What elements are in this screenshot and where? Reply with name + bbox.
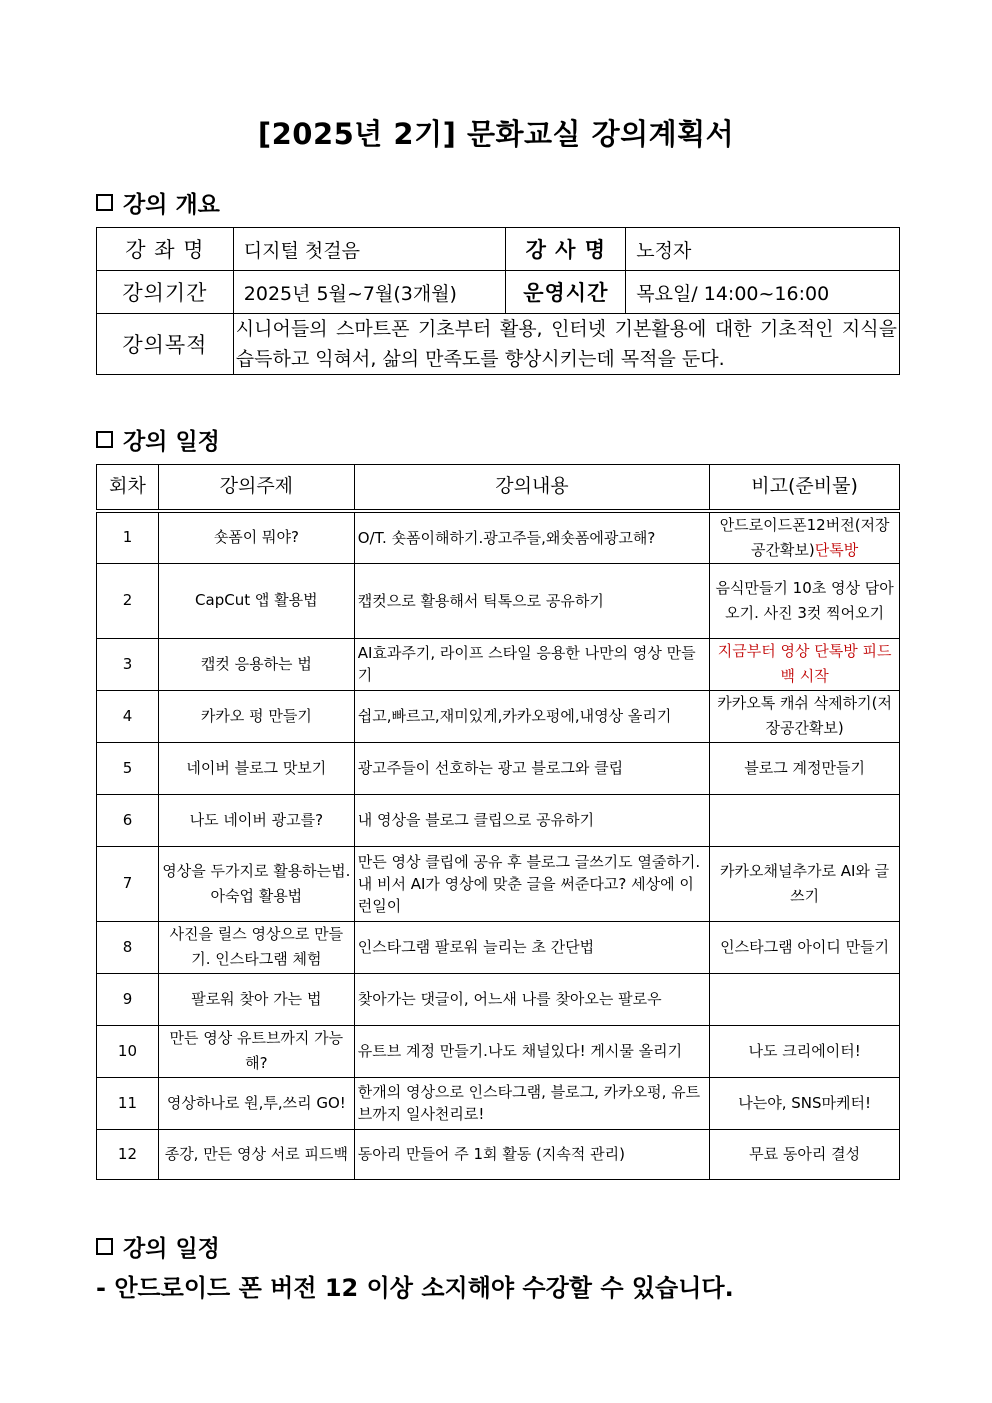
session-topic: 종강, 만든 영상 서로 피드백 <box>158 1129 354 1179</box>
note-text: 나도 크리에이터! <box>748 1041 861 1060</box>
note-text: 블로그 계정만들기 <box>744 758 865 777</box>
session-topic: 만든 영상 유트브까지 가능해? <box>158 1025 354 1077</box>
session-topic: 사진을 릴스 영상으로 만들기. 인스타그램 체험 <box>158 921 354 973</box>
session-content: 만든 영상 클립에 공유 후 블로그 글쓰기도 열줄하기. 내 비서 AI가 영상에 맞춘 글을 써준다고? 세상에 이런일이 <box>354 846 710 921</box>
session-note <box>710 690 900 742</box>
note-text: 음식만들기 10초 영상 담아오기. 사진 3컷 찍어오기 <box>715 578 894 622</box>
session-topic: CapCut 앱 활용법 <box>158 563 354 638</box>
header-cell: 강의주제 <box>158 465 354 511</box>
session-note <box>710 1025 900 1077</box>
header-cell: 비고(준비물) <box>710 465 900 511</box>
checkbox-square-icon <box>96 1238 113 1255</box>
session-content: 한개의 영상으로 인스타그램, 블로그, 카카오펑, 유트브까지 일사천리로! <box>354 1077 710 1129</box>
note-text: 인스타그램 아이디 만들기 <box>720 937 890 956</box>
session-topic: 팔로워 찾아 가는 법 <box>158 973 354 1025</box>
schedule-table <box>96 464 900 1180</box>
session-number: 4 <box>97 690 159 742</box>
session-topic: 카카오 펑 만들기 <box>158 690 354 742</box>
table-row <box>97 1077 900 1129</box>
header-cell: 회차 <box>97 465 159 511</box>
overview-table <box>96 227 900 375</box>
period-label: 강의기간 <box>97 271 234 314</box>
session-note <box>710 973 900 1025</box>
session-topic: 영상하나로 원,투,쓰리 GO! <box>158 1077 354 1129</box>
note-text: 나는야, SNS마케터! <box>738 1093 871 1112</box>
notice-text: - 안드로이드 폰 버전 12 이상 소지해야 수강할 수 있습니다. <box>96 1274 734 1302</box>
note-text: 카카오톡 캐쉬 삭제하기(저장공간확보) <box>717 694 892 737</box>
session-number: 6 <box>97 794 159 846</box>
instructor-label: 강 사 명 <box>506 228 626 271</box>
session-topic: 숏폼이 뭐야? <box>158 511 354 564</box>
table-row <box>97 846 900 921</box>
schedule-header-row <box>97 465 900 511</box>
session-note <box>710 846 900 921</box>
header-cell: 강의내용 <box>354 465 710 511</box>
course-name-value: 디지털 첫걸음 <box>233 228 506 271</box>
checkbox-square-icon <box>96 431 113 448</box>
session-content: 내 영상을 블로그 클립으로 공유하기 <box>354 794 710 846</box>
note-text: 카카오채널추가로 AI와 글쓰기 <box>720 861 890 905</box>
session-content: O/T. 숏폼이해하기.광고주들,왜숏폼에광고해? <box>354 511 710 564</box>
hours-value: 목요일/ 14:00~16:00 <box>626 271 900 314</box>
section-heading-schedule <box>96 423 220 456</box>
table-row <box>97 563 900 638</box>
table-row <box>97 973 900 1025</box>
note-highlight: 단톡방 <box>814 540 859 559</box>
page-title: [2025년 2기] 문화교실 강의계획서 <box>257 117 735 151</box>
session-number: 7 <box>97 846 159 921</box>
checkbox-square-icon <box>96 194 113 211</box>
session-number: 5 <box>97 742 159 794</box>
session-topic: 나도 네이버 광고를? <box>158 794 354 846</box>
session-number: 9 <box>97 973 159 1025</box>
session-content: 찾아가는 댓글이, 어느새 나를 찾아오는 팔로우 <box>354 973 710 1025</box>
instructor-value: 노정자 <box>626 228 900 271</box>
table-row <box>97 511 900 564</box>
session-content: 광고주들이 선호하는 광고 블로그와 클립 <box>354 742 710 794</box>
session-note <box>710 563 900 638</box>
session-note <box>710 742 900 794</box>
session-topic: 캡컷 응용하는 법 <box>158 638 354 690</box>
session-number: 3 <box>97 638 159 690</box>
session-content: 유트브 계정 만들기.나도 채널있다! 게시물 올리기 <box>354 1025 710 1077</box>
note-text: 안드로이드폰12버전(저장공간확보) <box>719 515 890 559</box>
session-number: 12 <box>97 1129 159 1179</box>
section-heading-overview <box>96 186 220 219</box>
section-heading-notice <box>96 1230 220 1263</box>
session-content: 인스타그램 팔로워 늘리는 초 간단법 <box>354 921 710 973</box>
session-note <box>710 921 900 973</box>
session-note <box>710 1077 900 1129</box>
session-content: 쉽고,빠르고,재미있게,카카오펑에,내영상 올리기 <box>354 690 710 742</box>
session-number: 8 <box>97 921 159 973</box>
table-row <box>97 1025 900 1077</box>
table-row <box>97 742 900 794</box>
purpose-label: 강의목적 <box>97 314 234 375</box>
table-row <box>97 690 900 742</box>
session-number: 1 <box>97 511 159 564</box>
table-row <box>97 1129 900 1179</box>
session-content: AI효과주기, 라이프 스타일 응용한 나만의 영상 만들기 <box>354 638 710 690</box>
session-number: 10 <box>97 1025 159 1077</box>
session-topic: 네이버 블로그 맛보기 <box>158 742 354 794</box>
section-label: 강의 일정 <box>123 429 220 455</box>
session-topic: 영상을 두가지로 활용하는법. 아숙업 활용법 <box>158 846 354 921</box>
note-text: 무료 동아리 결성 <box>749 1144 861 1163</box>
session-content: 캡컷으로 활용해서 틱톡으로 공유하기 <box>354 563 710 638</box>
table-row <box>97 921 900 973</box>
session-number: 2 <box>97 563 159 638</box>
session-number: 11 <box>97 1077 159 1129</box>
note-highlight: 지금부터 영상 단톡방 피드백 시작 <box>717 642 892 685</box>
table-row <box>97 638 900 690</box>
section-label: 강의 일정 <box>123 1236 220 1262</box>
section-label: 강의 개요 <box>123 192 220 218</box>
session-note <box>710 794 900 846</box>
session-note <box>710 638 900 690</box>
period-value: 2025년 5월~7월(3개월) <box>233 271 506 314</box>
session-content: 동아리 만들어 주 1회 활동 (지속적 관리) <box>354 1129 710 1179</box>
table-row <box>97 794 900 846</box>
session-note <box>710 1129 900 1179</box>
hours-label: 운영시간 <box>506 271 626 314</box>
purpose-value: 시니어들의 스마트폰 기초부터 활용, 인터넷 기본활용에 대한 기초적인 지식을 습득하고 익혀서, 삶의 만족도를 향상시키는데 목적을 둔다. <box>233 314 899 375</box>
session-note <box>710 511 900 564</box>
course-name-label: 강 좌 명 <box>97 228 234 271</box>
